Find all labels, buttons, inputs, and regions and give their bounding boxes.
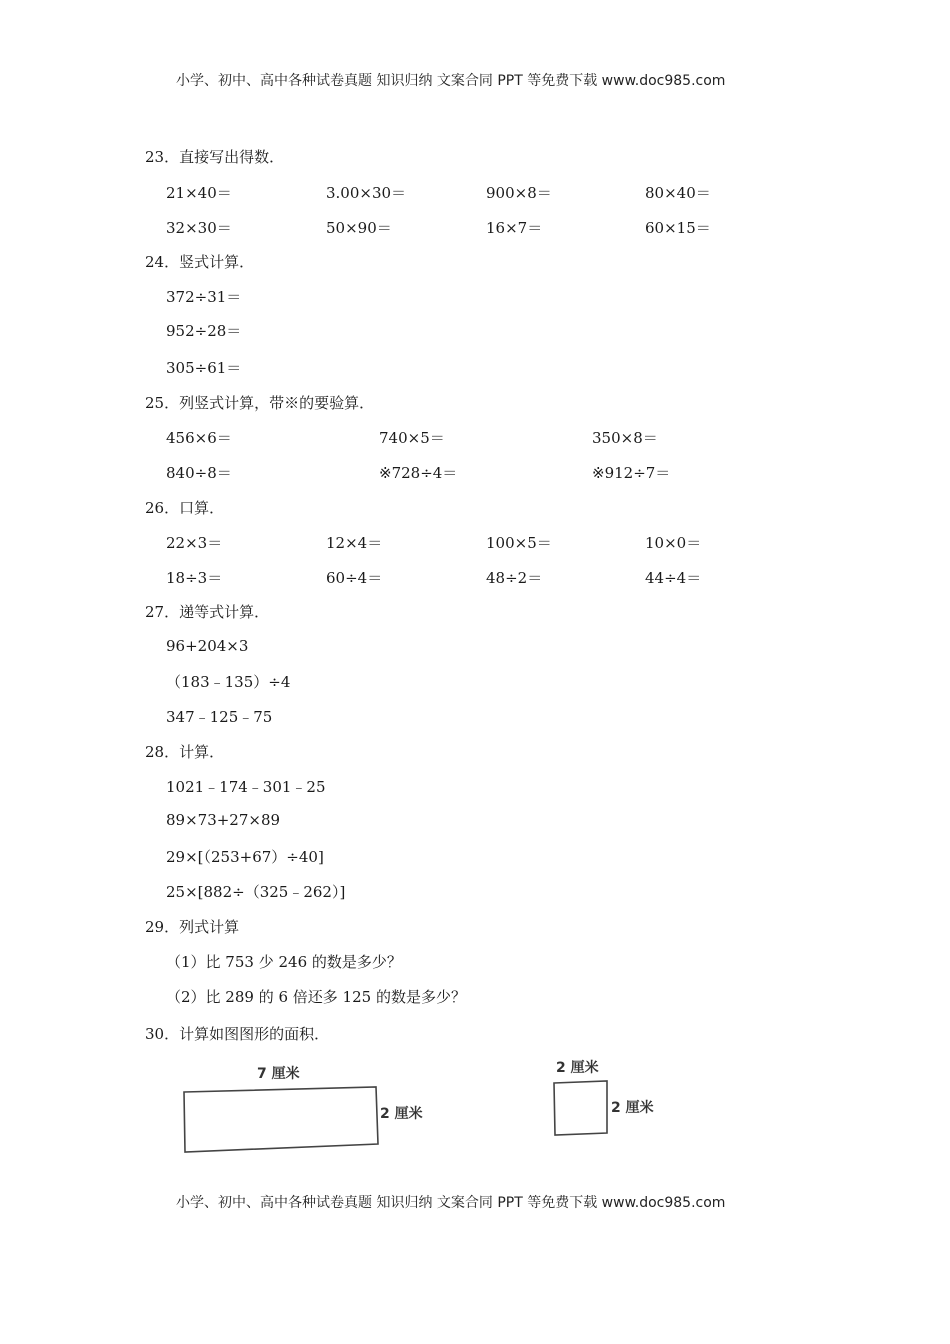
q23-item: 16×7＝ <box>486 219 543 237</box>
q27-item: 96+204×3 <box>166 637 249 655</box>
q28-item: 89×73+27×89 <box>166 811 281 829</box>
q25-item: 840÷8＝ <box>166 464 232 482</box>
square-side-label: 2 厘米 <box>611 1100 654 1116</box>
q24-item: 372÷31＝ <box>166 288 242 306</box>
question-23-title: 23．直接写出得数． <box>145 148 285 166</box>
question-27-title: 27．递等式计算． <box>145 603 270 621</box>
q28-item: 25×[882÷（325﹣262）] <box>166 883 346 901</box>
q26-item: 48÷2＝ <box>486 569 543 587</box>
page-footer: 小学、初中、高中各种试卷真题 知识归纳 文案合同 PPT 等免费下载 www.doc985.com <box>176 1195 726 1211</box>
page-header: 小学、初中、高中各种试卷真题 知识归纳 文案合同 PPT 等免费下载 www.doc985.com <box>176 73 726 89</box>
q23-item: 80×40＝ <box>645 184 711 202</box>
rectangle-figure <box>180 1082 385 1157</box>
q23-item: 32×30＝ <box>166 219 232 237</box>
square-top-label: 2 厘米 <box>556 1060 599 1076</box>
rect-side-label: 2 厘米 <box>380 1106 423 1122</box>
q25-item: 740×5＝ <box>379 429 445 447</box>
q25-item: ※912÷7＝ <box>592 464 671 482</box>
q26-item: 12×4＝ <box>326 534 383 552</box>
q26-item: 44÷4＝ <box>645 569 702 587</box>
q23-item: 3.00×30＝ <box>326 184 407 202</box>
q25-item: 456×6＝ <box>166 429 232 447</box>
q23-item: 60×15＝ <box>645 219 711 237</box>
q23-item: 21×40＝ <box>166 184 232 202</box>
square-figure <box>550 1077 612 1139</box>
q27-item: 347﹣125﹣75 <box>166 708 273 726</box>
q26-item: 60÷4＝ <box>326 569 383 587</box>
question-29-title: 29．列式计算 <box>145 918 240 936</box>
q26-item: 10×0＝ <box>645 534 702 552</box>
q24-item: 952÷28＝ <box>166 322 242 340</box>
q26-item: 18÷3＝ <box>166 569 223 587</box>
question-24-title: 24．竖式计算． <box>145 253 255 271</box>
q25-item: 350×8＝ <box>592 429 658 447</box>
q29-item: （1）比 753 少 246 的数是多少？ <box>166 953 402 971</box>
q24-item: 305÷61＝ <box>166 359 242 377</box>
q25-item: ※728÷4＝ <box>379 464 458 482</box>
question-28-title: 28．计算． <box>145 743 225 761</box>
rectangle-shape <box>184 1087 378 1152</box>
q28-item: 1021﹣174﹣301﹣25 <box>166 778 326 796</box>
question-26-title: 26．口算． <box>145 499 225 517</box>
q28-item: 29×[（253+67）÷40] <box>166 848 324 866</box>
q23-item: 50×90＝ <box>326 219 392 237</box>
question-30-title: 30．计算如图图形的面积． <box>145 1025 330 1043</box>
q29-item: （2）比 289 的 6 倍还多 125 的数是多少？ <box>166 988 466 1006</box>
question-25-title: 25．列竖式计算，带※的要验算． <box>145 394 375 412</box>
square-shape <box>554 1081 607 1135</box>
q26-item: 22×3＝ <box>166 534 223 552</box>
q26-item: 100×5＝ <box>486 534 552 552</box>
q23-item: 900×8＝ <box>486 184 552 202</box>
rect-top-label: 7 厘米 <box>257 1066 300 1082</box>
q27-item: （183﹣135）÷4 <box>166 673 291 691</box>
